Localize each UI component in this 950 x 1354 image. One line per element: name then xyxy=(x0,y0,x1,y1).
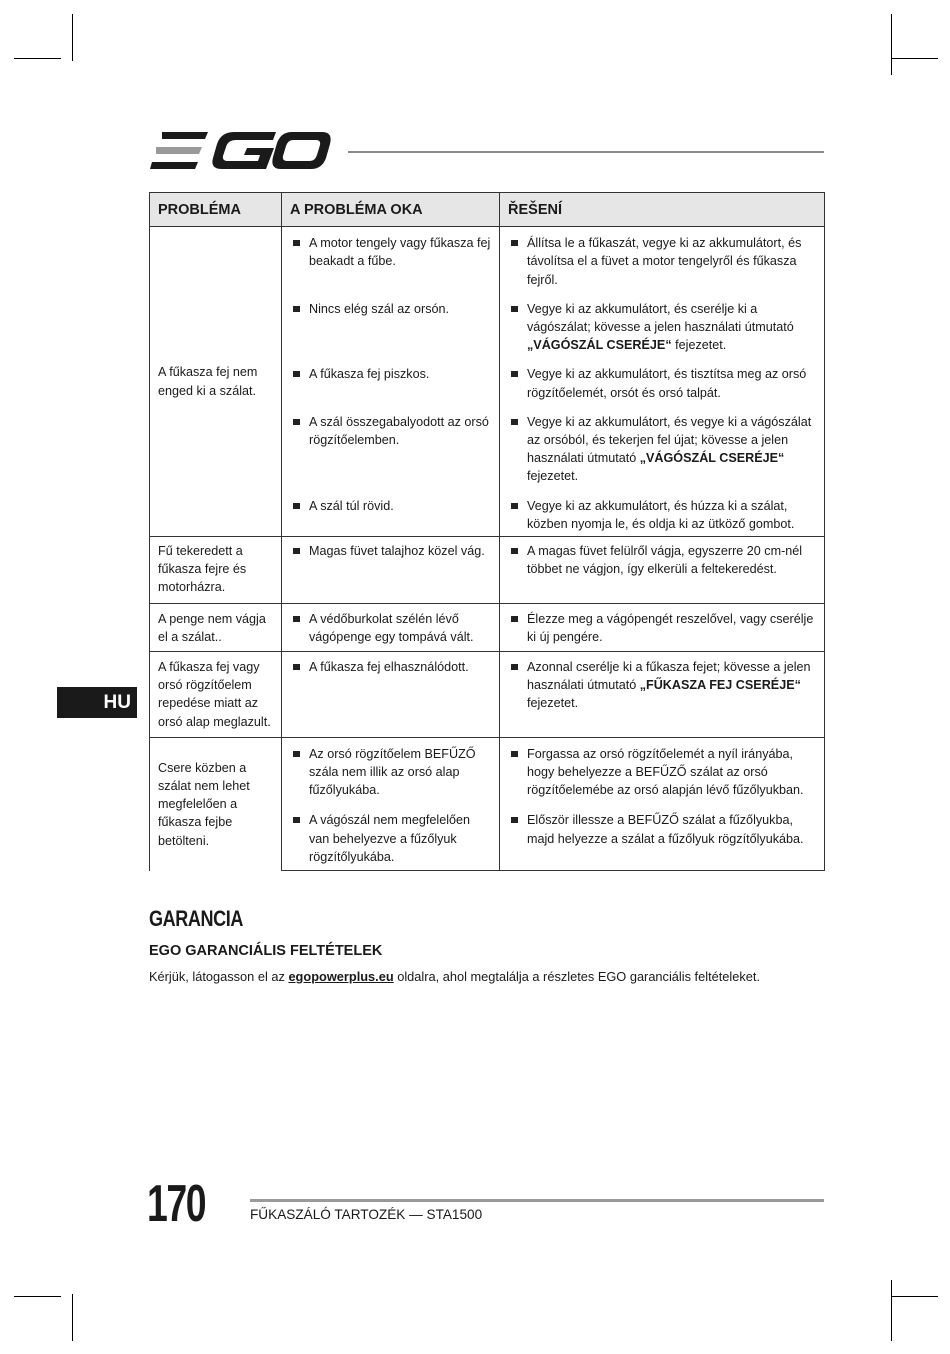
cause-cell: Magas füvet talajhoz közel vág. xyxy=(282,537,500,604)
solution-cell: Állítsa le a fűkaszát, vegye ki az akkumulátort, és távolítsa el a füvet a motor tengelyről és fűkasza fejről. xyxy=(500,227,825,300)
solution-cell: Élezze meg a vágópengét reszelővel, vagy cserélje ki új pengére. xyxy=(500,603,825,651)
bullet-icon xyxy=(293,306,300,312)
bullet-icon xyxy=(511,817,518,823)
crop-mark xyxy=(72,1294,73,1341)
warranty-link[interactable]: egopowerplus.eu xyxy=(288,969,394,984)
page-number: 170 xyxy=(147,1175,206,1233)
solution-cell: Vegye ki az akkumulátort, és vegye ki a vágószálat az orsóból, és tekerjen fel újat; kövesse a jelen használati útmutató „VÁGÓSZÁL CSERÉJE“ fejezetet. xyxy=(500,413,825,497)
cause-cell: Az orsó rögzítőelem BEFŰZŐ szála nem illik az orsó alap fűzőlyukába. xyxy=(282,737,500,811)
bullet-icon xyxy=(293,664,300,670)
cause-cell: A vágószál nem megfelelően van behelyezve a fűzőlyuk rögzítőlyukába. xyxy=(282,811,500,870)
bullet-icon xyxy=(511,751,518,757)
column-header-problem: PROBLÉMA xyxy=(150,193,282,227)
footer-rule xyxy=(250,1199,824,1202)
crop-mark xyxy=(891,14,892,75)
warranty-title: GARANCIA xyxy=(149,906,243,931)
column-header-cause: A PROBLÉMA OKA xyxy=(282,193,500,227)
problem-cell: A penge nem vágja el a szálat.. xyxy=(150,603,282,651)
solution-cell: Vegye ki az akkumulátort, és tisztítsa meg az orsó rögzítőelemét, orsót és orsó talpát. xyxy=(500,365,825,412)
troubleshooting-table xyxy=(149,192,825,871)
cause-cell: Nincs elég szál az orsón. xyxy=(282,300,500,366)
solution-cell: Vegye ki az akkumulátort, és cserélje ki a vágószálat; kövesse a jelen használati útmutató „VÁGÓSZÁL CSERÉJE“ fejezetet. xyxy=(500,300,825,366)
problem-cell: Fű tekeredett a fűkasza fejre és motorházra. xyxy=(150,537,282,604)
bullet-icon xyxy=(511,419,518,425)
bullet-icon xyxy=(293,419,300,425)
solution-cell: A magas füvet felülről vágja, egyszerre 20 cm-nél többet ne vágjon, így elkerüli a feltekeredést. xyxy=(500,537,825,604)
bullet-icon xyxy=(511,664,518,670)
bullet-icon xyxy=(293,240,300,246)
bullet-icon xyxy=(511,616,518,622)
solution-cell: Azonnal cserélje ki a fűkasza fejet; kövesse a jelen használati útmutató „FŰKASZA FEJ CSERÉJE“ fejezetet. xyxy=(500,652,825,738)
bullet-icon xyxy=(511,306,518,312)
ego-logo xyxy=(150,130,332,177)
solution-cell: Forgassa az orsó rögzítőelemét a nyíl irányába, hogy behelyezze a BEFŰZŐ szálat az orsó rögzítőelemébe az orsó alapján lévő fűzőlyukban. xyxy=(500,737,825,811)
header-rule xyxy=(348,151,824,153)
crop-mark xyxy=(891,1296,938,1297)
footer-product: FŰKASZÁLÓ TARTOZÉK — STA1500 xyxy=(250,1207,483,1222)
cause-cell: A fűkasza fej elhasználódott. xyxy=(282,652,500,738)
warranty-text: Kérjük, látogasson el az egopowerplus.eu oldalra, ahol megtalálja a részletes EGO garanciális feltételeket. xyxy=(149,969,760,984)
bullet-icon xyxy=(293,503,300,509)
table-row xyxy=(150,227,825,300)
problem-cell: A fűkasza fej nem enged ki a szálat. xyxy=(150,227,282,537)
bullet-icon xyxy=(293,616,300,622)
table-header-row xyxy=(150,193,825,227)
cause-cell: A fűkasza fej piszkos. xyxy=(282,365,500,412)
table-row xyxy=(150,603,825,651)
problem-cell: Csere közben a szálat nem lehet megfelelően a fűkasza fejbe betölteni. xyxy=(150,737,282,870)
bullet-icon xyxy=(293,548,300,554)
table-row xyxy=(150,737,825,811)
cause-cell: A szál túl rövid. xyxy=(282,497,500,537)
crop-mark xyxy=(72,14,73,61)
bullet-icon xyxy=(511,503,518,509)
solution-cell: Vegye ki az akkumulátort, és húzza ki a szálat, közben nyomja le, és oldja ki az ütköző gombot. xyxy=(500,497,825,537)
cause-cell: A szál összegabalyodott az orsó rögzítőelemben. xyxy=(282,413,500,497)
crop-mark xyxy=(14,58,61,59)
solution-cell: Először illessze a BEFŰZŐ szálat a fűzőlyukba, majd helyezze a szálat a fűzőlyuk rögzítőlyukába. xyxy=(500,811,825,870)
bullet-icon xyxy=(511,240,518,246)
bullet-icon xyxy=(511,371,518,377)
cause-cell: A motor tengely vagy fűkasza fej beakadt a fűbe. xyxy=(282,227,500,300)
crop-mark xyxy=(891,58,938,59)
table-row xyxy=(150,652,825,738)
column-header-solution: ŘEŠENÍ xyxy=(500,193,825,227)
table-row xyxy=(150,537,825,604)
cause-cell: A védőburkolat szélén lévő vágópenge egy tompává vált. xyxy=(282,603,500,651)
bullet-icon xyxy=(293,817,300,823)
bullet-icon xyxy=(293,371,300,377)
bullet-icon xyxy=(511,548,518,554)
crop-mark xyxy=(891,1280,892,1341)
problem-cell: A fűkasza fej vagy orsó rögzítőelem repedése miatt az orsó alap meglazult. xyxy=(150,652,282,738)
warranty-subtitle: EGO GARANCIÁLIS FELTÉTELEK xyxy=(149,943,383,959)
language-tab: HU xyxy=(57,687,137,718)
crop-mark xyxy=(14,1296,61,1297)
bullet-icon xyxy=(293,751,300,757)
